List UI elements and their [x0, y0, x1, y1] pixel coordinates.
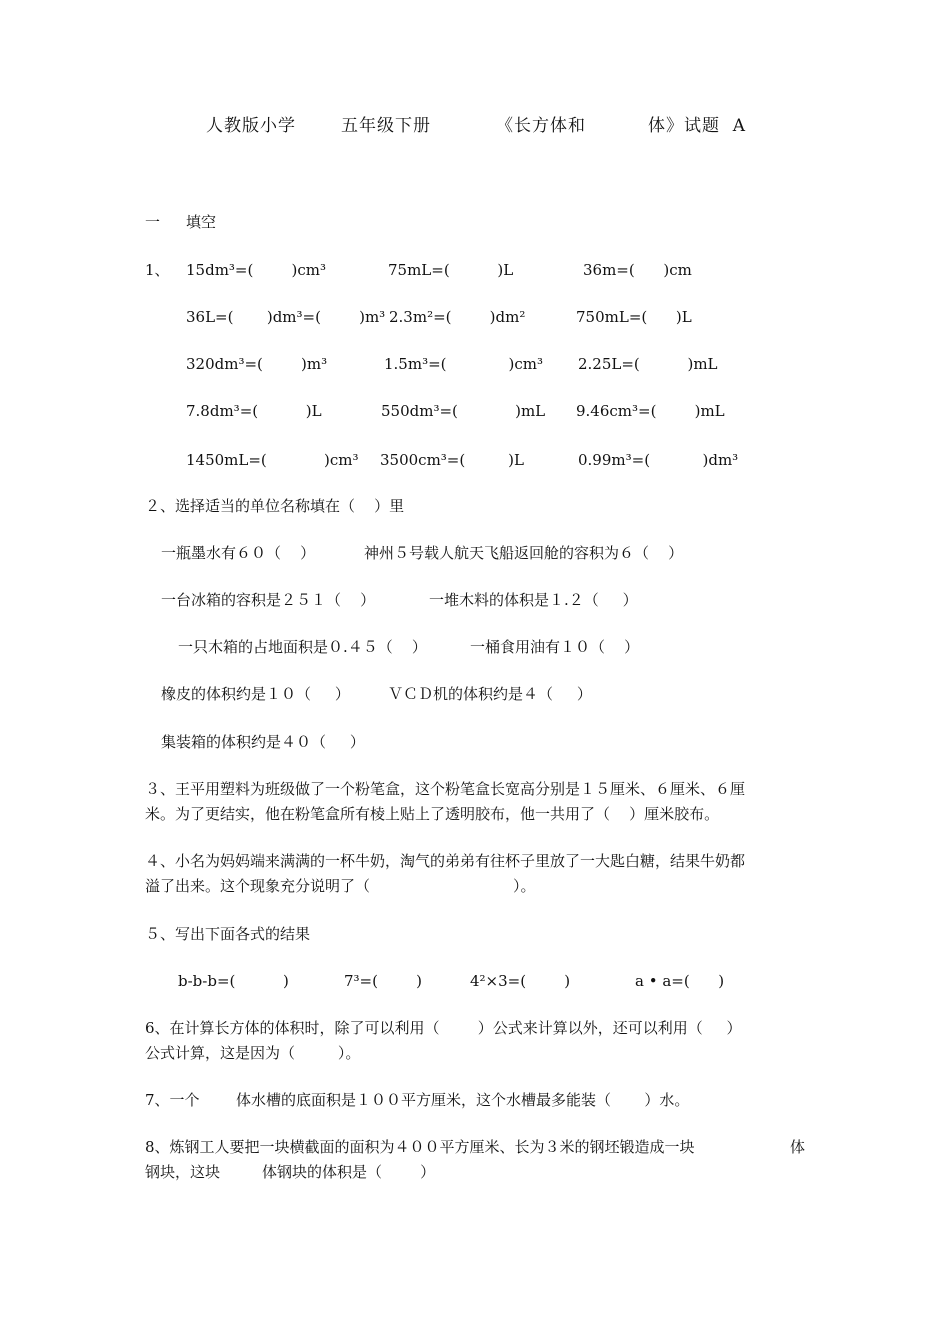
q8-line-2b: 体钢块的体积是（ ） [262, 1163, 436, 1181]
q7-part-2: 体水槽的底面积是１００平方厘米，这个水槽最多能装（ ）水。 [236, 1091, 690, 1109]
section-label: 填空 [186, 213, 217, 231]
q2-item: 一堆木料的体积是１.２（ ） [429, 591, 638, 609]
section-number: 一 [145, 213, 161, 231]
q6-line-2: 公式计算，这是因为（ ）。 [145, 1044, 361, 1062]
q5-expression: 7³=( ) [344, 972, 422, 990]
q1-item: 7.8dm³=( )L [186, 402, 322, 420]
q3-line-1: ３、王平用塑料为班级做了一个粉笔盒，这个粉笔盒长宽高分别是１５厘米、６厘米、６厘 [145, 780, 746, 798]
q1-item: 0.99m³=( )dm³ [578, 451, 739, 469]
q1-item: 15dm³=( )cm³ [186, 261, 326, 279]
q7-part-1: 7、一个 [145, 1091, 200, 1109]
q1-item: 550dm³=( )mL [381, 402, 546, 420]
q2-item: ＶＣＤ机的体积约是４（ ） [388, 685, 592, 703]
title-part-4: 体》试题 A [648, 116, 747, 136]
q3-line-2: 米。为了更结实，他在粉笔盒所有棱上贴上了透明胶布，他一共用了（ ）厘米胶布。 [145, 805, 720, 823]
q5-heading: ５、写出下面各式的结果 [145, 925, 311, 943]
q4-line-1: ４、小名为妈妈端来满满的一杯牛奶，淘气的弟弟有往杯子里放了一大匙白糖，结果牛奶都 [145, 852, 746, 870]
title-part-1: 人教版小学 [206, 116, 296, 136]
q1-item: 75mL=( )L [388, 261, 514, 279]
q1-item: 320dm³=( )m³ [186, 355, 328, 373]
q1-number: 1、 [145, 261, 170, 279]
q1-item: 1450mL=( )cm³ [186, 451, 359, 469]
q2-item: 一台冰箱的容积是２５１（ ） [161, 591, 376, 609]
q2-item: 一瓶墨水有６０（ ） [161, 544, 316, 562]
title-part-2: 五年级下册 [341, 116, 431, 136]
q2-heading: ２、选择适当的单位名称填在（ ）里 [145, 497, 405, 515]
title-part-3: 《长方体和 [496, 116, 586, 136]
q5-expression: 4²×3=( ) [470, 972, 571, 990]
q1-item: 36m=( )cm [583, 261, 692, 279]
q8-line-1b: 体 [790, 1138, 806, 1156]
q2-item: 一桶食用油有１０（ ） [470, 638, 640, 656]
q1-item: 36L=( )dm³=( )m³ [186, 308, 386, 326]
q1-item: 2.25L=( )mL [578, 355, 718, 373]
q5-expression: b-b-b=( ) [178, 972, 289, 990]
q4-line-2: 溢了出来。这个现象充分说明了（ ）。 [145, 877, 536, 895]
q2-item: 橡皮的体积约是１０（ ） [161, 685, 350, 703]
q8-line-1a: 8、炼钢工人要把一块横截面的面积为４００平方厘米、长为３米的钢坯锻造成一块 [145, 1138, 695, 1156]
q2-item: 神州５号载人航天飞船返回舱的容积为６（ ） [364, 544, 684, 562]
q1-item: 750mL=( )L [576, 308, 692, 326]
q1-item: 3500cm³=( )L [380, 451, 524, 469]
q1-item: 9.46cm³=( )mL [576, 402, 725, 420]
q8-line-2a: 钢块，这块 [145, 1163, 221, 1181]
q5-expression: a • a=( ) [635, 972, 725, 990]
q2-item: 一只木箱的占地面积是０.４５（ ） [178, 638, 427, 656]
q6-line-1: 6、在计算长方体的体积时，除了可以利用（ ）公式来计算以外，还可以利用（ ） [145, 1019, 742, 1037]
q1-item: 1.5m³=( )cm³ [384, 355, 543, 373]
q2-item: 集装箱的体积约是４０（ ） [161, 733, 365, 751]
q1-item: 2.3m²=( )dm² [389, 308, 526, 326]
